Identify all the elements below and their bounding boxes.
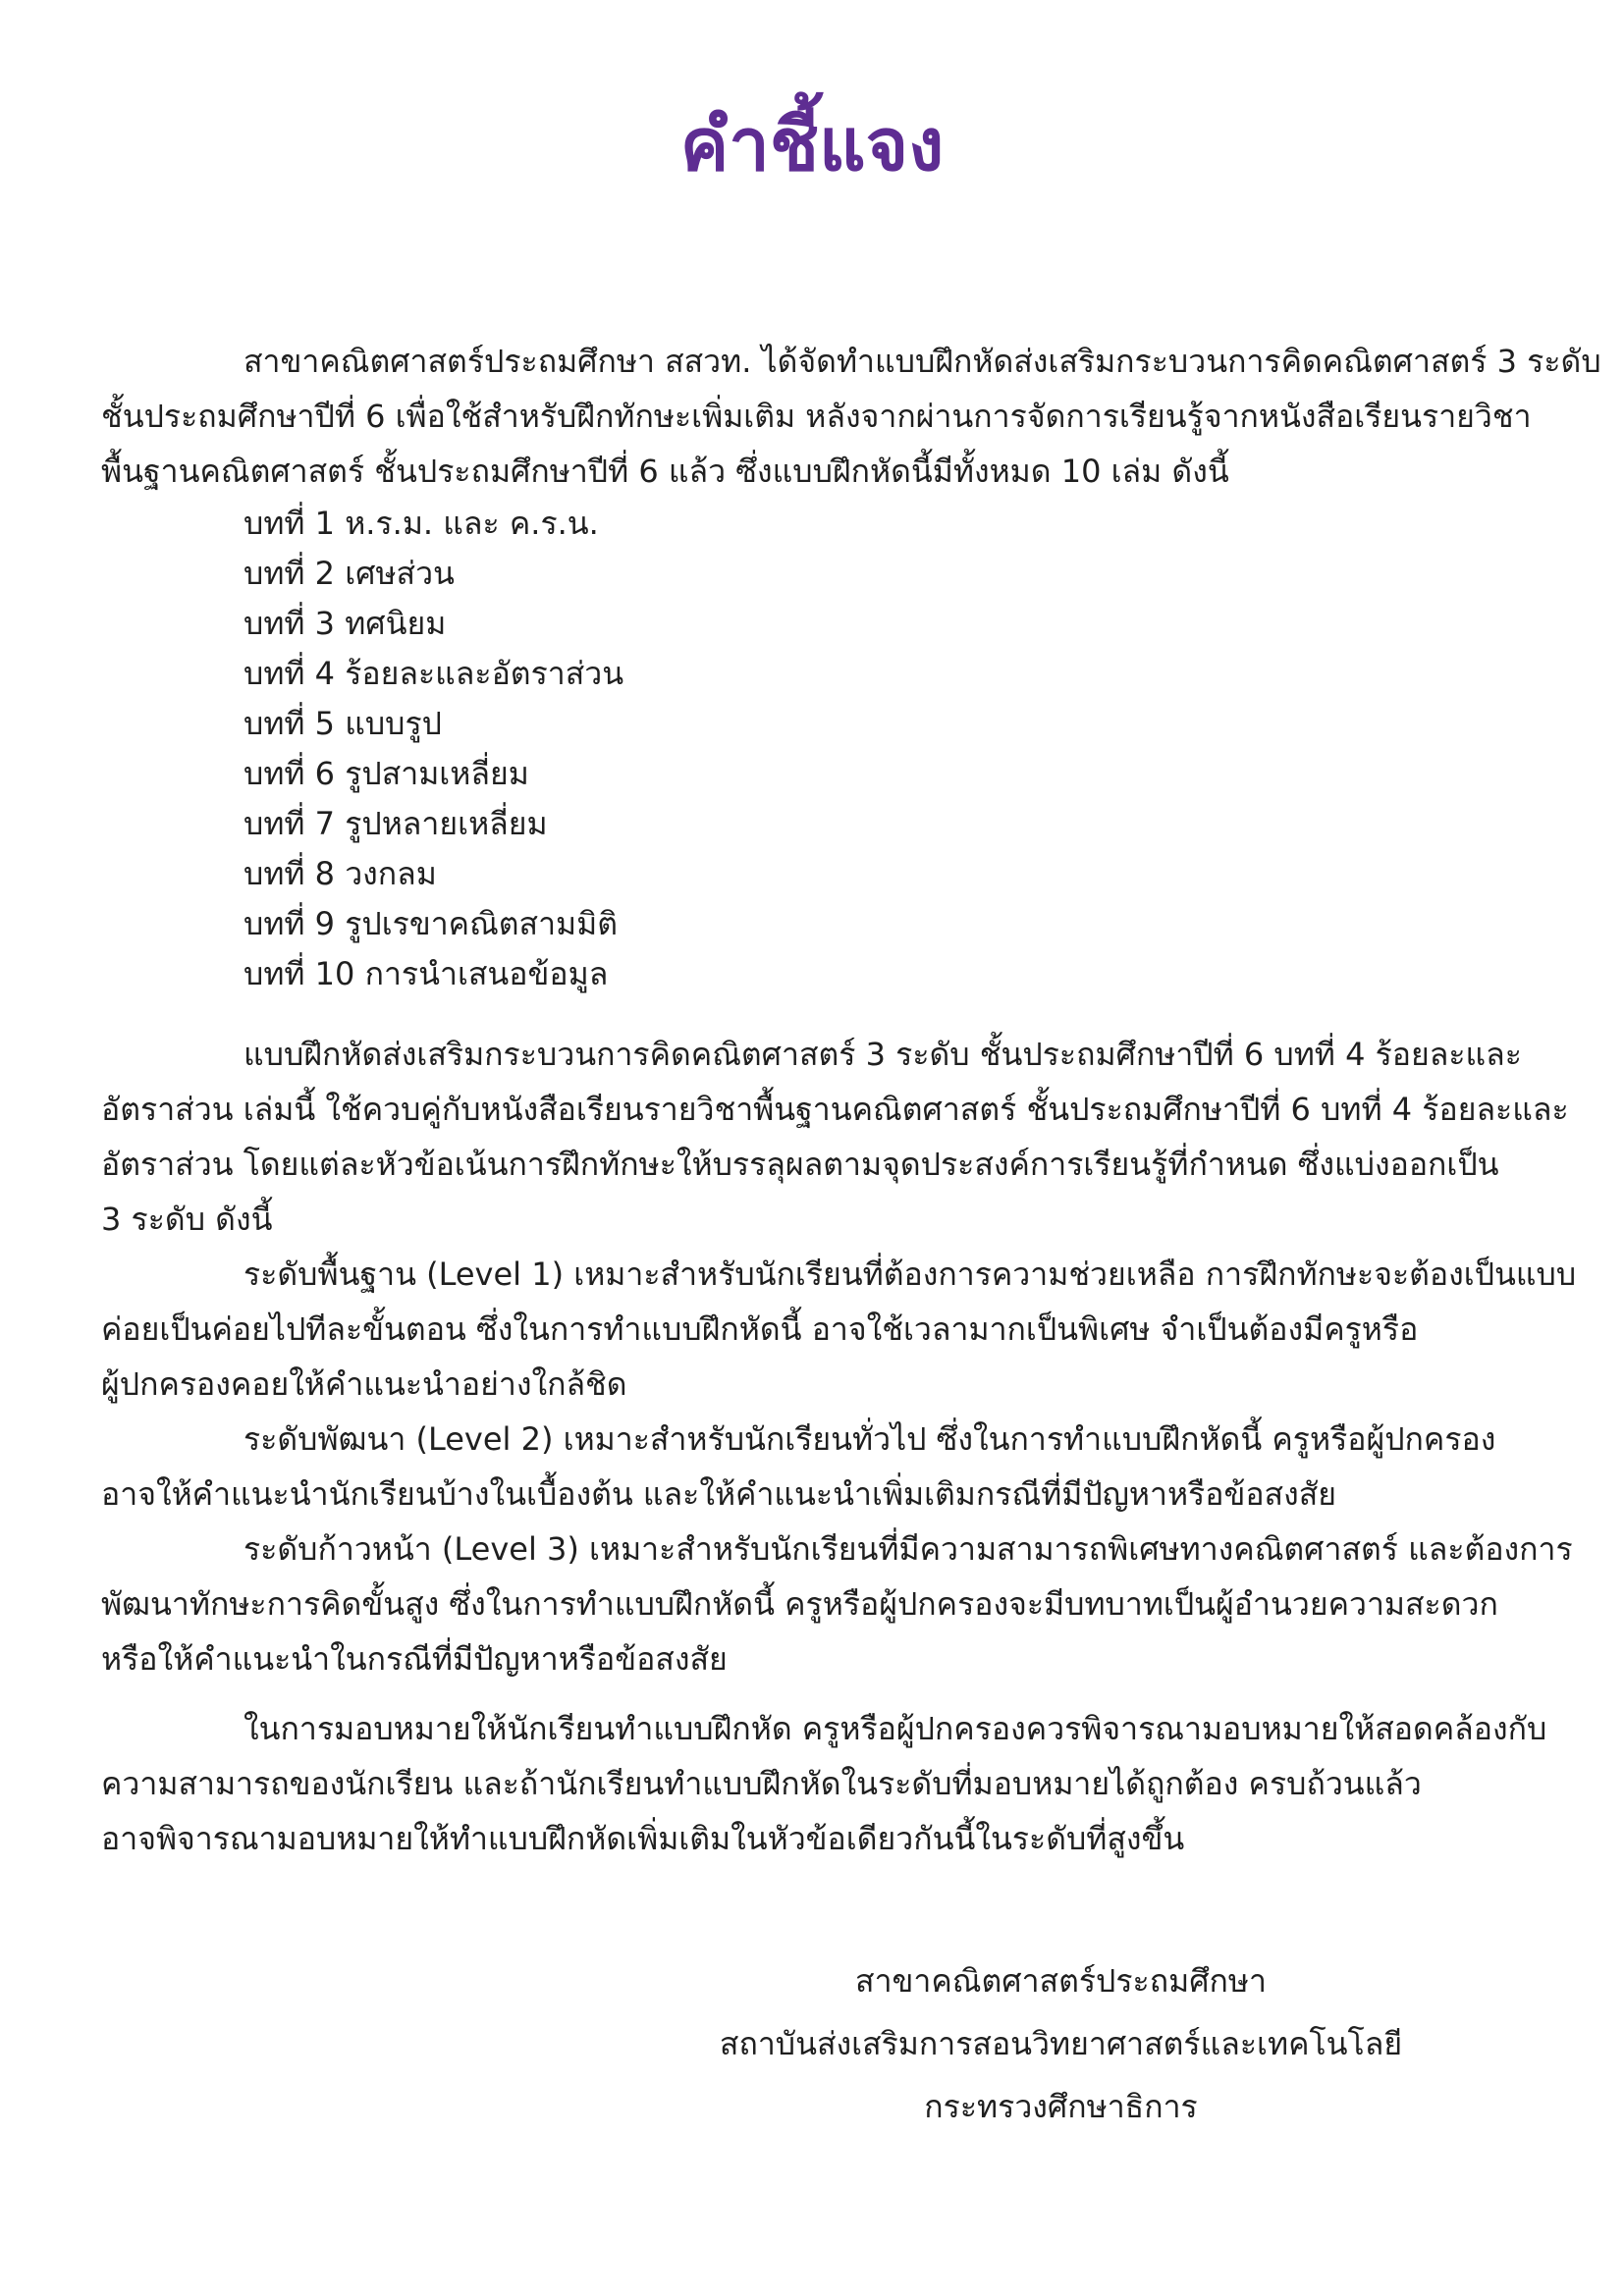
page-title: คำชี้แจง bbox=[679, 103, 945, 187]
level1-paragraph bbox=[101, 1247, 1577, 1412]
paragraph-line: ผู้ปกครองคอยให้คำแนะนำอย่างใกล้ชิด bbox=[101, 1365, 627, 1403]
paragraph-line: อัตราส่วน โดยแต่ละหัวข้อเน้นการฝึกทักษะให้บรรลุผลตามจุดประสงค์การเรียนรู้ที่กำหนด ซึ่งแบ่งออกเป็น bbox=[101, 1146, 1499, 1183]
signature-line: กระทรวงศึกษาธิการ bbox=[924, 2088, 1198, 2125]
assignment-paragraph bbox=[101, 1701, 1547, 1866]
chapter-item: บทที่ 5 แบบรูป bbox=[244, 705, 442, 742]
intro-paragraph bbox=[101, 334, 1601, 499]
paragraph-line: พัฒนาทักษะการคิดขั้นสูง ซึ่งในการทำแบบฝึกหัดนี้ ครูหรือผู้ปกครองจะมีบทบาทเป็นผู้อำนวยความสะดวก bbox=[101, 1585, 1498, 1623]
paragraph-line: ค่อยเป็นค่อยไปทีละขั้นตอน ซึ่งในการทำแบบฝึกหัดนี้ อาจใช้เวลามากเป็นพิเศษ จำเป็นต้องมีครูหรือ bbox=[101, 1310, 1419, 1348]
paragraph-line: พื้นฐานคณิตศาสตร์ ชั้นประถมศึกษาปีที่ 6 แล้ว ซึ่งแบบฝึกหัดนี้มีทั้งหมด 10 เล่ม ดังนี้ bbox=[101, 453, 1229, 490]
signature-line: สาขาคณิตศาสตร์ประถมศึกษา bbox=[855, 1962, 1267, 2000]
paragraph-line: ระดับพัฒนา (Level 2) เหมาะสำหรับนักเรียนทั่วไป ซึ่งในการทำแบบฝึกหัดนี้ ครูหรือผู้ปกครอง bbox=[244, 1420, 1496, 1458]
chapter-list bbox=[101, 499, 1526, 999]
paragraph-line: ระดับก้าวหน้า (Level 3) เหมาะสำหรับนักเรียนที่มีความสามารถพิเศษทางคณิตศาสตร์ และต้องการ bbox=[244, 1530, 1573, 1568]
paragraph-line: หรือให้คำแนะนำในกรณีที่มีปัญหาหรือข้อสงสัย bbox=[101, 1640, 728, 1678]
chapter-item: บทที่ 8 วงกลม bbox=[244, 855, 437, 892]
chapter-item: บทที่ 7 รูปหลายเหลี่ยม bbox=[244, 805, 548, 842]
chapter-item: บทที่ 6 รูปสามเหลี่ยม bbox=[244, 755, 529, 792]
level3-paragraph bbox=[101, 1522, 1573, 1686]
signature-block bbox=[598, 1949, 1524, 2138]
paragraph-line: ชั้นประถมศึกษาปีที่ 6 เพื่อใช้สำหรับฝึกทักษะเพิ่มเติม หลังจากผ่านการจัดการเรียนรู้จากหนังสือเรียนรายวิชา bbox=[101, 398, 1532, 435]
paragraph-line: 3 ระดับ ดังนี้ bbox=[101, 1201, 273, 1238]
paragraph-line: อาจพิจารณามอบหมายให้ทำแบบฝึกหัดเพิ่มเติมในหัวข้อเดียวกันนี้ในระดับที่สูงขึ้น bbox=[101, 1820, 1185, 1857]
document-content bbox=[101, 334, 1601, 2138]
chapter-item: บทที่ 2 เศษส่วน bbox=[244, 555, 455, 592]
paragraph-line: ในการมอบหมายให้นักเรียนทำแบบฝึกหัด ครูหรือผู้ปกครองควรพิจารณามอบหมายให้สอดคล้องกับ bbox=[244, 1710, 1547, 1747]
paragraph-line: ความสามารถของนักเรียน และถ้านักเรียนทำแบบฝึกหัดในระดับที่มอบหมายได้ถูกต้อง ครบถ้วนแล้ว bbox=[101, 1765, 1422, 1802]
chapter-item: บทที่ 9 รูปเรขาคณิตสามมิติ bbox=[244, 905, 619, 942]
paragraph-line: ระดับพื้นฐาน (Level 1) เหมาะสำหรับนักเรียนที่ต้องการความช่วยเหลือ การฝึกทักษะจะต้องเป็นแบบ bbox=[244, 1255, 1577, 1293]
paragraph-line: อัตราส่วน เล่มนี้ ใช้ควบคู่กับหนังสือเรียนรายวิชาพื้นฐานคณิตศาสตร์ ชั้นประถมศึกษาปีที่ 6 บทที่ 4 ร้อยละและ bbox=[101, 1091, 1569, 1128]
level2-paragraph bbox=[101, 1412, 1526, 1522]
paragraph-line: แบบฝึกหัดส่งเสริมกระบวนการคิดคณิตศาสตร์ 3 ระดับ ชั้นประถมศึกษาปีที่ 6 บทที่ 4 ร้อยละและ bbox=[244, 1036, 1522, 1073]
chapter-item: บทที่ 1 ห.ร.ม. และ ค.ร.น. bbox=[244, 505, 599, 542]
chapter-item: บทที่ 4 ร้อยละและอัตราส่วน bbox=[244, 655, 624, 692]
paragraph-line: สาขาคณิตศาสตร์ประถมศึกษา สสวท. ได้จัดทำแบบฝึกหัดส่งเสริมกระบวนการคิดคณิตศาสตร์ 3 ระดับ bbox=[244, 343, 1601, 380]
levels-intro-paragraph bbox=[101, 1027, 1569, 1247]
chapter-item: บทที่ 3 ทศนิยม bbox=[244, 605, 447, 642]
signature-line: สถาบันส่งเสริมการสอนวิทยาศาสตร์และเทคโนโลยี bbox=[719, 2025, 1403, 2062]
chapter-item: บทที่ 10 การนำเสนอข้อมูล bbox=[244, 955, 609, 992]
paragraph-line: อาจให้คำแนะนำนักเรียนบ้างในเบื้องต้น และให้คำแนะนำเพิ่มเติมกรณีที่มีปัญหาหรือข้อสงสัย bbox=[101, 1475, 1336, 1513]
